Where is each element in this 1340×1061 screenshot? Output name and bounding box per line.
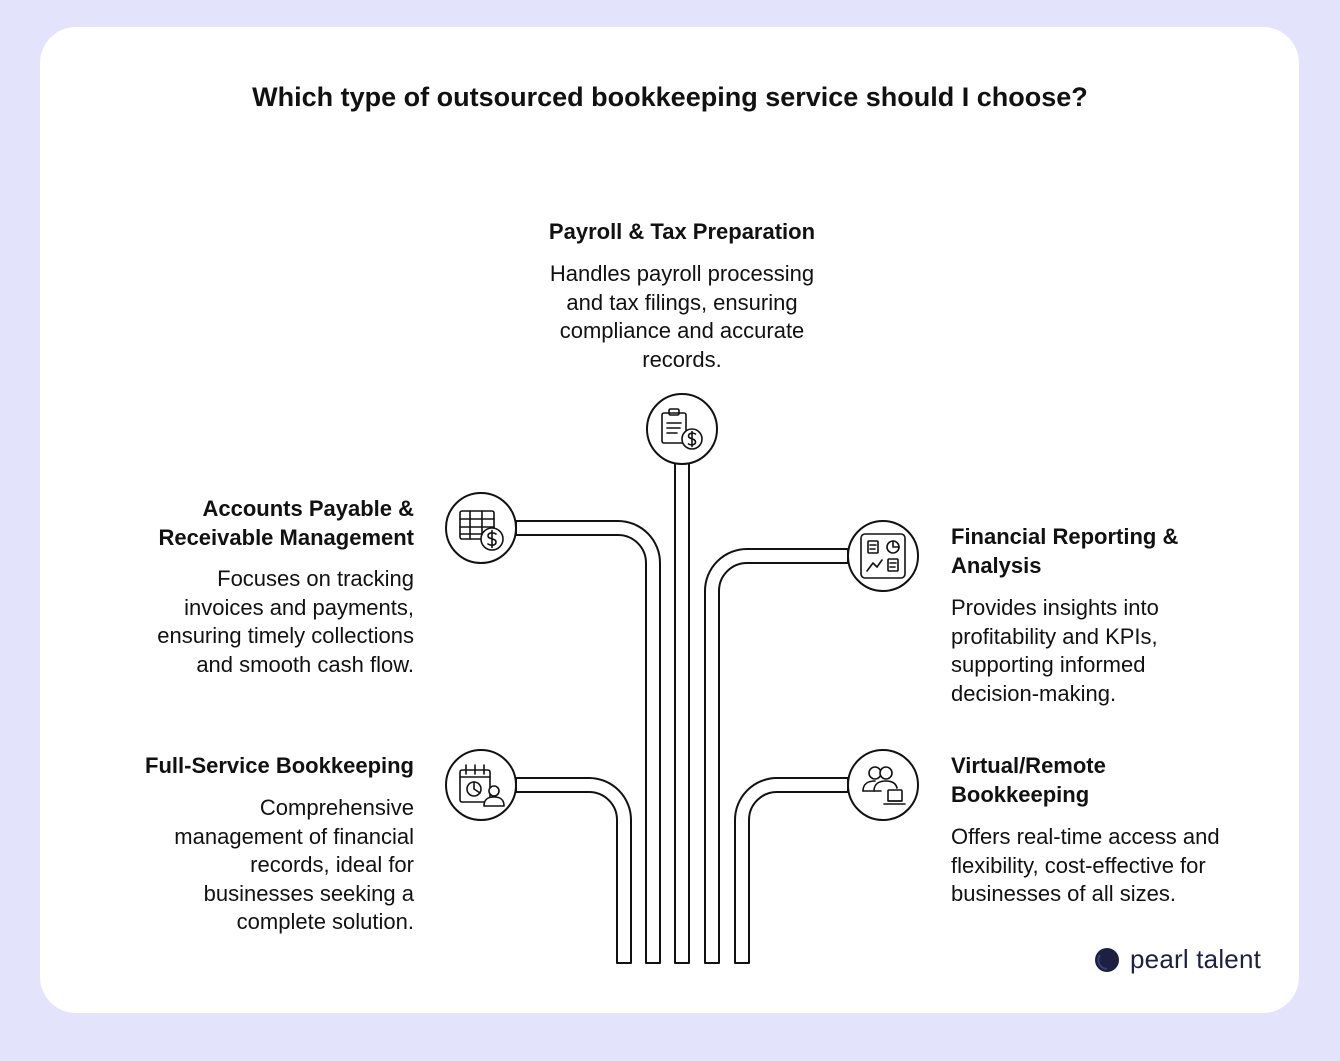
- payroll-title: Payroll & Tax Preparation: [548, 219, 816, 244]
- connector-fullservice: [516, 778, 631, 963]
- accounts-description: Focuses on tracking invoices and payments, ensuring timely collections and smooth cash flow.: [157, 566, 414, 677]
- payroll-document-dollar-icon: [647, 394, 717, 464]
- reporting-title: Financial Reporting & Analysis: [951, 524, 1179, 578]
- page-title: Which type of outsourced bookkeeping service should I choose?: [252, 82, 1088, 112]
- payroll-description: Handles payroll processing and tax filings, ensuring compliance and accurate records.: [549, 261, 815, 372]
- reporting-description: Provides insights into profitability and KPIs, supporting informed decision-making.: [951, 595, 1159, 706]
- connector-reporting: [705, 549, 848, 963]
- report-dashboard-icon: [848, 521, 918, 591]
- fullservice-description: Comprehensive management of financial records, ideal for businesses seeking a complete solution.: [174, 795, 414, 935]
- logo-text: pearl talent: [1130, 944, 1262, 974]
- remote-team-laptop-icon: [848, 750, 918, 820]
- calendar-chart-person-icon: [446, 750, 516, 820]
- connector-accounts: [516, 521, 660, 963]
- pearl-logo-mark-icon: [1094, 947, 1120, 973]
- connector-payroll: [675, 463, 689, 963]
- fullservice-title: Full-Service Bookkeeping: [145, 753, 414, 778]
- connector-virtual: [735, 778, 848, 963]
- virtual-title: Virtual/Remote Bookkeeping: [951, 753, 1106, 807]
- invoice-table-dollar-icon: [446, 493, 516, 563]
- accounts-title: Accounts Payable & Receivable Management: [158, 496, 414, 550]
- pearl-talent-logo: [1094, 944, 1261, 975]
- virtual-description: Offers real-time access and flexibility, cost-effective for businesses of all sizes.: [951, 824, 1220, 907]
